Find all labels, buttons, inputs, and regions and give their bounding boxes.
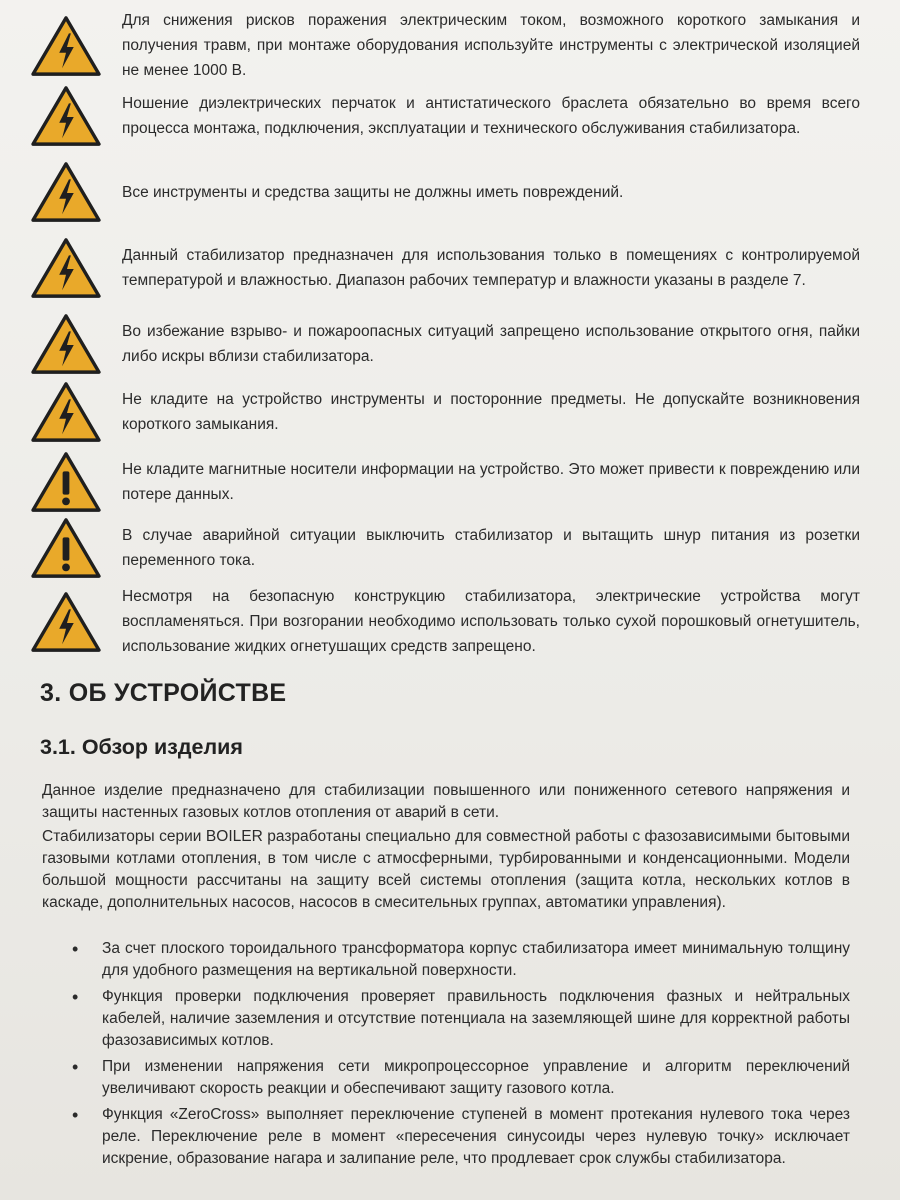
series-paragraph: Стабилизаторы серии BOILER разработаны специально для совместной работы с фазозависимыми бытовыми газовыми котлами отопления, в том числе с атмосферными, турбированными и конденсационными. Модели большой мощности рассчитаны на защиту всей системы отопления (защита котла, нескольких котлов в каскаде, дополнительных насосов, насосов в смесительных группах, автоматики управления).	[42, 828, 850, 911]
electric-hazard-icon	[30, 380, 102, 444]
list-item: • За счет плоского тороидального трансформатора корпус стабилизатора имеет минимальную толщину для удобного размещения на вертикальной поверхности.	[72, 939, 850, 979]
electric-hazard-icon	[30, 312, 102, 376]
warning-text: Все инструменты и средства защиты не должны иметь повреждений.	[122, 183, 624, 201]
warning-text: Для снижения рисков поражения электрическим током, возможного короткого замыкания и получения травм, при монтаже оборудования используйте инструменты с электрической изоляцией не менее 1000 В.	[122, 12, 860, 79]
warning-item	[30, 516, 860, 580]
warning-text: Ношение диэлектрических перчаток и антистатического браслета обязательно во время всего процесса монтажа, подключения, эксплуатации и технического обслуживания стабилизатора.	[122, 95, 860, 137]
warning-text: Не кладите магнитные носители информации на устройство. Это может привести к повреждению или потере данных.	[122, 461, 860, 503]
bullet-mark: •	[72, 1105, 79, 1125]
warning-item	[30, 8, 860, 83]
warning-item	[30, 160, 860, 224]
list-item: • Функция «ZeroCross» выполняет переключение ступеней в момент протекания нулевого тока через реле. Переключение реле в момент «пересечения синусоиды через нулевую точку» исключает искрение, образование нагара и залипание реле, что продлевает срок службы стабилизатора.	[72, 1105, 850, 1167]
bullet-mark: •	[72, 939, 79, 959]
exclamation-warning-icon	[30, 516, 102, 580]
intro-paragraph: Данное изделие предназначено для стабилизации повышенного или пониженного сетевого напряжения и защиты настенных газовых котлов отопления от аварий в сети.	[42, 782, 850, 821]
warning-text: В случае аварийной ситуации выключить стабилизатор и вытащить шнур питания из розетки переменного тока.	[122, 527, 860, 569]
electric-hazard-icon	[30, 84, 102, 148]
warning-text: Несмотря на безопасную конструкцию стабилизатора, электрические устройства могут воспламеняться. При возгорании необходимо использовать только сухой порошковый огнетушитель, использование жидких огнетушащих средств запрещено.	[122, 588, 860, 655]
electric-hazard-icon	[30, 590, 102, 654]
warning-item	[30, 450, 860, 514]
bullet-mark: •	[72, 987, 79, 1007]
warning-item	[30, 584, 860, 659]
electric-hazard-icon	[30, 236, 102, 300]
warning-text: Во избежание взрыво- и пожароопасных ситуаций запрещено использование открытого огня, пайки либо искры вблизи стабилизатора.	[122, 323, 860, 365]
electric-hazard-icon	[30, 160, 102, 224]
list-item: • При изменении напряжения сети микропроцессорное управление и алгоритм переключений увеличивают скорость реакции и обеспечивают защиту газового котла.	[72, 1057, 850, 1097]
exclamation-warning-icon	[30, 450, 102, 514]
warning-text: Не кладите на устройство инструменты и посторонние предметы. Не допускайте возникновения короткого замыкания.	[122, 391, 860, 433]
bullet-mark: •	[72, 1057, 79, 1077]
warning-item	[30, 380, 860, 444]
list-item: • Функция проверки подключения проверяет правильность подключения фазных и нейтральных кабелей, наличие заземления и отсутствие потенциала на заземляющей шине для корректной работы фазозависимых котлов.	[72, 987, 850, 1049]
warning-item	[30, 84, 860, 148]
feature-list	[60, 938, 850, 1174]
warning-item	[30, 236, 860, 300]
subsection-title: 3.1. Обзор изделия	[40, 735, 243, 759]
electric-hazard-icon	[30, 14, 102, 78]
section-title: 3. ОБ УСТРОЙСТВЕ	[40, 679, 287, 707]
warning-item	[30, 312, 860, 376]
warning-text: Данный стабилизатор предназначен для использования только в помещениях с контролируемой температурой и влажностью. Диапазон рабочих температур и влажности указаны в разделе 7.	[122, 247, 860, 289]
